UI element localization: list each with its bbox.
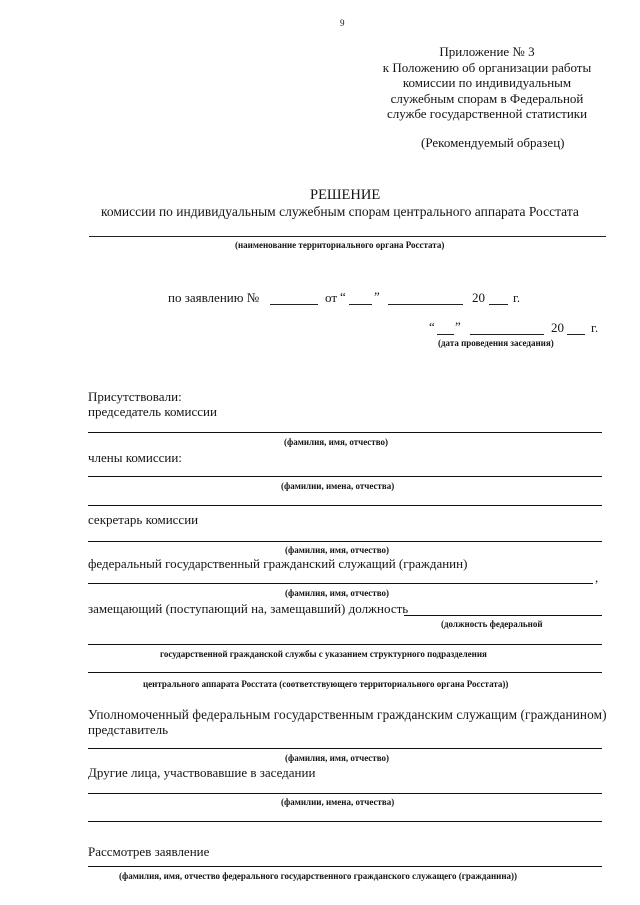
secretary-name-caption: (фамилия, имя, отчество) (285, 545, 390, 555)
members-names-caption: (фамилии, имена, отчества) (281, 481, 395, 491)
application-year-field (489, 304, 508, 305)
applicant-name-caption: (фамилия, имя, отчество федерального государственного гражданского служащего (гражданина)) (119, 871, 518, 881)
appendix-line-4: служебным спорам в Федеральной (390, 90, 584, 106)
application-quote-open: “ (340, 289, 346, 304)
application-year-prefix: 20 (472, 290, 485, 305)
chair-label: председатель комиссии (88, 404, 217, 419)
recommended-sample: (Рекомендуемый образец) (421, 135, 565, 150)
territorial-body-line (89, 236, 606, 237)
chair-name-line (88, 432, 602, 433)
representative-name-caption: (фамилия, имя, отчество) (285, 753, 390, 763)
application-month-field (388, 304, 463, 305)
application-from: от (325, 290, 338, 305)
appendix-line-2: к Положению об организации работы (382, 59, 592, 75)
meeting-year-field (567, 334, 585, 335)
representative-name-line (88, 748, 602, 749)
members-line-1 (88, 476, 602, 477)
secretary-label: секретарь комиссии (88, 512, 199, 527)
others-line-2 (88, 821, 602, 822)
meeting-date-caption: (дата проведения заседания) (438, 338, 554, 348)
territorial-body-caption: (наименование территориального органа Росстата) (235, 240, 445, 250)
application-number-field (270, 304, 318, 305)
others-label: Другие лица, участвовавшие в заседании (88, 765, 316, 780)
members-line-2 (88, 505, 602, 506)
position-federal-caption: (должность федеральной (441, 619, 543, 629)
others-names-caption: (фамилии, имена, отчества) (281, 797, 395, 807)
present-label: Присутствовали: (88, 389, 182, 404)
appendix-block (370, 44, 604, 122)
appendix-line-5: службе государственной статистики (386, 106, 588, 121)
employee-trailing-comma: , (595, 570, 599, 585)
representative-label-2: представитель (88, 722, 169, 737)
employee-name-line (88, 583, 593, 584)
applicant-name-line (88, 866, 602, 867)
meeting-quote-close: ” (455, 319, 461, 334)
application-label: по заявлению № (168, 290, 260, 305)
secretary-name-line (88, 541, 602, 542)
application-quote-close: ” (374, 289, 380, 304)
document-title: РЕШЕНИЕ (310, 187, 381, 203)
chair-name-caption: (фамилия, имя, отчество) (284, 437, 389, 447)
employee-label: федеральный государственный гражданский служащий (гражданин) (88, 556, 468, 571)
meeting-month-field (470, 334, 544, 335)
members-label: члены комиссии: (88, 450, 182, 465)
meeting-year-suffix: г. (591, 320, 599, 335)
document-subtitle: комиссии по индивидуальным служебным спорам центрального аппарата Росстата (101, 204, 579, 219)
application-day-field (349, 304, 372, 305)
representative-label-1: Уполномоченный федеральным государственным гражданским служащим (гражданином) (88, 707, 607, 722)
position-line (404, 615, 602, 616)
reviewed-label: Рассмотрев заявление (88, 844, 210, 859)
others-line-1 (88, 793, 602, 794)
position-label: замещающий (поступающий на, замещавший) должность (88, 601, 409, 616)
meeting-year-prefix: 20 (551, 320, 564, 335)
central-office-caption: центрального аппарата Росстата (соответствующего территориального органа Росстата)) (143, 679, 509, 689)
application-year-suffix: г. (513, 290, 521, 305)
position-line-2 (88, 644, 602, 645)
appendix-line-1: Приложение № 3 (439, 44, 535, 59)
civil-service-unit-caption: государственной гражданской службы с указанием структурного подразделения (160, 649, 487, 659)
page-number: 9 (340, 18, 345, 28)
appendix-line-3: комиссии по индивидуальным (402, 75, 572, 90)
meeting-day-field (437, 334, 454, 335)
position-line-3 (88, 672, 602, 673)
employee-name-caption: (фамилия, имя, отчество) (285, 588, 390, 598)
meeting-quote-open: “ (429, 319, 435, 334)
